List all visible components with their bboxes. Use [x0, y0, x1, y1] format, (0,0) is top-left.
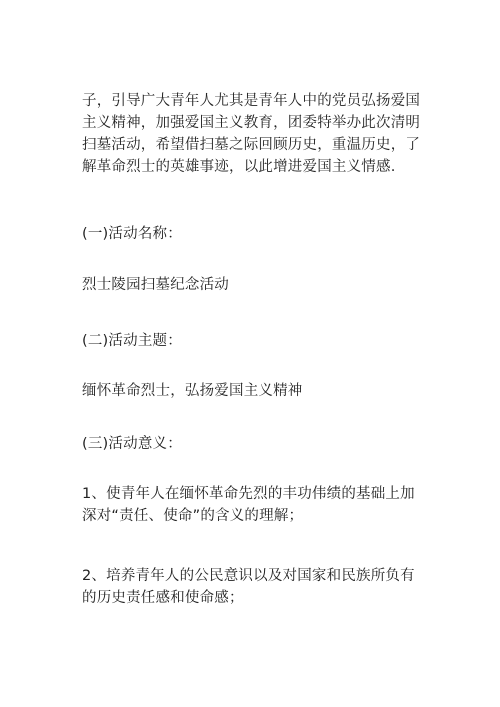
significance-item-1: 1、使青年人在缅怀革命先烈的丰功伟绩的基础上加深对“责任、使命”的含义的理解； — [82, 486, 415, 524]
section-heading-activity-theme: (二)活动主题： — [82, 333, 182, 349]
activity-theme-text: 缅怀革命烈士，弘扬爱国主义精神 — [82, 383, 303, 399]
section-heading-activity-significance: (三)活动意义： — [82, 436, 182, 452]
intro-paragraph: 子，引导广大青年人尤其是青年人中的党员弘扬爱国主义精神，加强爱国主义教育，团委特举办此次清明扫墓活动，希望借扫墓之际回顾历史，重温历史，了解革命烈士的英雄事迹，以此增进爱国主义情感. — [82, 93, 421, 175]
significance-item-2: 2、培养青年人的公民意识以及对国家和民族所负有的历史责任感和使命感； — [82, 568, 415, 606]
activity-name-text: 烈士陵园扫墓纪念活动 — [82, 277, 229, 293]
section-heading-activity-name: (一)活动名称： — [82, 226, 182, 242]
